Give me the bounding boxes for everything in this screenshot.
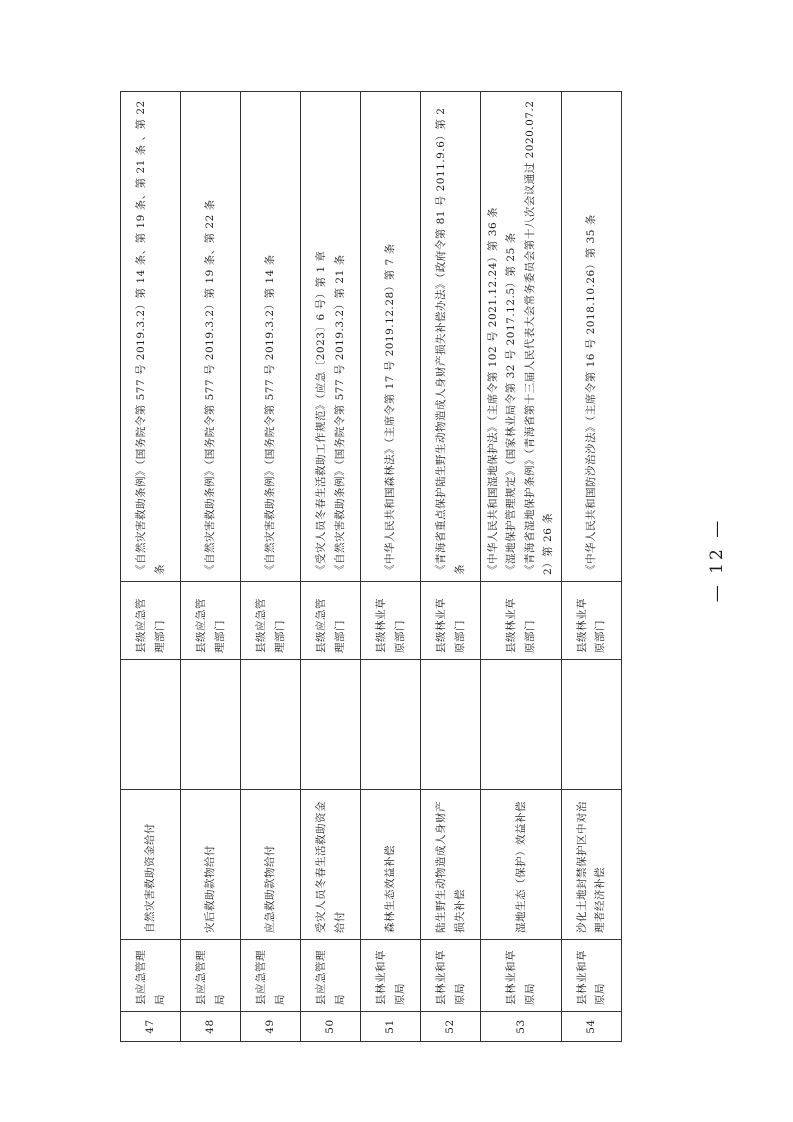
legal-basis-line: 《中华人民共和国湿地保护法》（主席令第 102 号 2021.12.24）第 36 条 [487, 207, 499, 575]
sub-item-cell [421, 660, 481, 790]
item-name-cell: 沙化土地封禁保护区中对治理者经济补偿 [561, 790, 621, 940]
legal-basis-line: 《自然灾害救助条例》（国务院令第 577 号 2019.3.2）第 14 条 [264, 254, 277, 575]
responsible-unit-cell: 县级应急管理部门 [121, 582, 181, 660]
item-name-cell: 湿地生态（保护）效益补偿 [481, 790, 562, 940]
item-name-cell: 灾后救助款物给付 [181, 790, 241, 940]
legal-basis-cell [301, 92, 361, 582]
sub-item-cell [241, 660, 301, 790]
responsible-unit-cell: 县级林业草原部门 [361, 582, 421, 660]
department-cell: 县应急管理局 [121, 940, 181, 1012]
row-number-cell: 47 [121, 1012, 181, 1042]
item-name-cell: 陆生野生动物造成人身财产损失补偿 [421, 790, 481, 940]
table-row [301, 92, 361, 1042]
legal-basis-cell [241, 92, 301, 582]
rotated-table-container [120, 92, 605, 1042]
table-row [481, 92, 562, 1042]
responsible-unit-cell: 县级应急管理部门 [301, 582, 361, 660]
sub-item-cell [181, 660, 241, 790]
table-row [561, 92, 621, 1042]
sub-item-cell [561, 660, 621, 790]
department-cell: 县林业和草原局 [421, 940, 481, 1012]
department-cell: 县应急管理局 [241, 940, 301, 1012]
table-body [121, 92, 622, 1042]
legal-basis-cell [481, 92, 562, 582]
legal-basis-line: 《自然灾害救助条例》（国务院令第 577 号 2019.3.2）第 19 条、第 22 条 [204, 199, 217, 575]
sub-item-cell [481, 660, 562, 790]
row-number-cell: 52 [421, 1012, 481, 1042]
table-row [361, 92, 421, 1042]
sub-item-cell [301, 660, 361, 790]
row-number-cell: 54 [561, 1012, 621, 1042]
legal-basis-line: 《受灾人员冬春生活救助工作规范》（应急〔2023〕6 号）第 1 章 [315, 250, 328, 575]
department-cell: 县林业和草原局 [481, 940, 562, 1012]
row-number-cell: 49 [241, 1012, 301, 1042]
department-cell: 县林业和草原局 [561, 940, 621, 1012]
item-name-cell: 受灾人员冬春生活救助资金给付 [301, 790, 361, 940]
page-number-text: — 12 — [707, 517, 728, 603]
responsible-unit-cell: 县级应急管理部门 [181, 582, 241, 660]
responsible-unit-cell: 县级应急管理部门 [241, 582, 301, 660]
legal-basis-line: 《青海省重点保护陆生野生动物造成人身财产损失补偿办法》（政府令第 81 号 2011.9.6）第 2 条 [435, 107, 466, 575]
legal-basis-line: 《青海省湿地保护条例》（青海省第十三届人民代表大会常务委员会第十八次会议通过 2020.07.22）第 26 条 [523, 100, 555, 575]
row-number-cell: 53 [481, 1012, 562, 1042]
page-number [697, 510, 737, 610]
department-cell: 县林业和草原局 [361, 940, 421, 1012]
sub-item-cell [361, 660, 421, 790]
legal-basis-line: 《中华人民共和国防沙治沙法》（主席令第 16 号 2018.10.26）第 35 条 [584, 214, 597, 575]
legal-basis-cell [181, 92, 241, 582]
item-name-cell: 自然灾害救助资金给付 [121, 790, 181, 940]
responsible-unit-cell: 县级林业草原部门 [481, 582, 562, 660]
table-row [241, 92, 301, 1042]
item-name-cell: 森林生态效益补偿 [361, 790, 421, 940]
legal-basis-line: 《自然灾害救助条例》（国务院令第 577 号 2019.3.2）第 21 条 [333, 254, 346, 575]
responsible-unit-cell: 县级林业草原部门 [421, 582, 481, 660]
responsible-unit-cell: 县级林业草原部门 [561, 582, 621, 660]
item-name-cell: 应急救助款物给付 [241, 790, 301, 940]
row-number-cell: 48 [181, 1012, 241, 1042]
table-row [181, 92, 241, 1042]
legal-basis-cell [561, 92, 621, 582]
legal-basis-cell [421, 92, 481, 582]
legal-basis-line: 《湿地保护管理规定》（国家林业局令第 32 号 2017.12.5）第 25 条 [505, 232, 518, 575]
row-number-cell: 50 [301, 1012, 361, 1042]
legal-basis-cell [121, 92, 181, 582]
table-row [421, 92, 481, 1042]
row-number-cell: 51 [361, 1012, 421, 1042]
legal-basis-line: 《自然灾害救助条例》（国务院令第 577 号 2019.3.2）第 14 条、第 19 条、第 21 条 、第 22 条 [135, 100, 166, 575]
table-row [121, 92, 181, 1042]
rotated-table-region [120, 92, 605, 1042]
subsidy-table [120, 91, 622, 1042]
department-cell: 县应急管理局 [181, 940, 241, 1012]
legal-basis-cell [361, 92, 421, 582]
legal-basis-line: 《中华人民共和国森林法》（主席令第 17 号 2019.12.28）第 7 条 [384, 243, 397, 575]
department-cell: 县应急管理局 [301, 940, 361, 1012]
sub-item-cell [121, 660, 181, 790]
